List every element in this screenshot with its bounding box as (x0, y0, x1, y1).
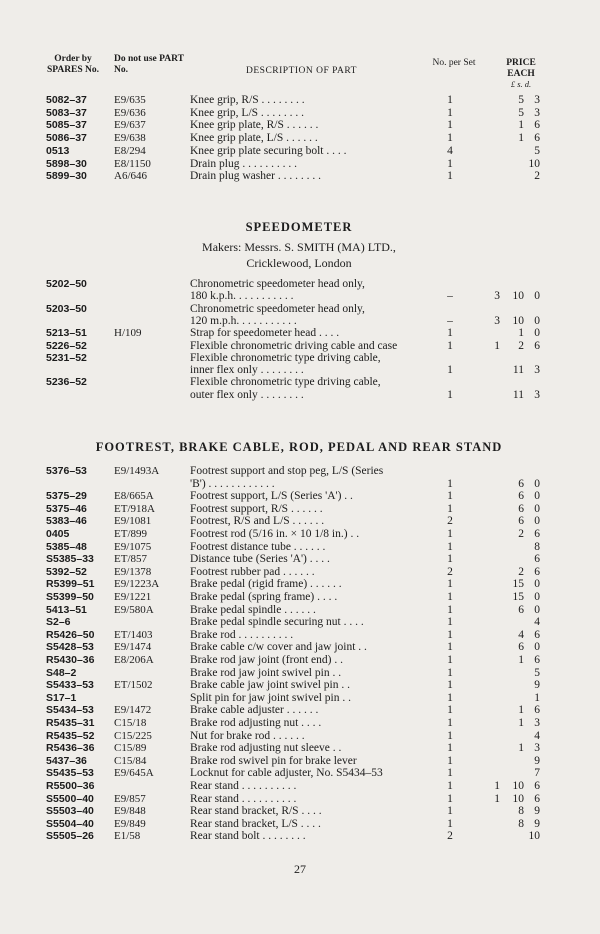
part-number: A6/646 (114, 170, 147, 183)
part-row (44, 667, 554, 680)
header-description: DESCRIPTION OF PART (246, 66, 357, 76)
order-number: 0513 (46, 144, 70, 157)
price-pence: 10 (528, 157, 540, 170)
order-number: 5899–30 (46, 170, 87, 183)
part-number: E8/294 (114, 144, 146, 157)
price-pounds: 3 (494, 314, 500, 327)
order-number: S5435–53 (46, 767, 94, 780)
price-pence: 6 (534, 704, 540, 717)
part-number: E9/1474 (114, 641, 152, 654)
quantity-per-set: 1 (447, 157, 453, 170)
part-row (44, 818, 554, 831)
order-number: R5399–51 (46, 578, 95, 591)
header-price-each (492, 58, 550, 90)
header-order-no: Order by SPARES No. (46, 54, 100, 75)
header-no-per-set: No. per Set (432, 58, 476, 68)
part-number: E9/580A (114, 603, 154, 616)
part-row (44, 107, 554, 120)
price-shillings: 1 (518, 717, 524, 729)
price-pence: 7 (534, 767, 540, 780)
price-pence: 3 (534, 717, 540, 729)
price-shillings: 10 (512, 290, 524, 303)
price-shillings: 11 (512, 364, 524, 377)
order-number: 5231–52 (46, 351, 87, 364)
part-row (44, 364, 554, 377)
part-number: E9/1075 (114, 540, 152, 553)
part-row (44, 119, 554, 132)
order-number: R5426–50 (46, 628, 95, 641)
part-number: C15/84 (114, 754, 147, 767)
part-description: Brake pedal spindle . . . . . . (190, 603, 316, 616)
part-row (44, 755, 554, 768)
part-number: E9/848 (114, 805, 146, 818)
part-row (44, 145, 554, 158)
quantity-per-set: 1 (447, 490, 453, 503)
quantity-per-set: 1 (447, 817, 453, 830)
order-number: 5202–50 (46, 278, 87, 290)
price-shillings: 2 (518, 339, 524, 352)
part-description: Drain plug washer . . . . . . . . (190, 170, 321, 183)
part-row (44, 490, 554, 503)
price-shillings: 6 (518, 603, 524, 616)
price-pence: 6 (534, 119, 540, 132)
part-row (44, 94, 554, 107)
part-number: C15/18 (114, 717, 147, 729)
quantity-per-set: 1 (447, 780, 453, 792)
part-description: Locknut for cable adjuster, No. S5434–53 (190, 767, 383, 780)
part-number: H/109 (114, 327, 142, 340)
price-pence: 6 (534, 628, 540, 641)
page-number: 27 (294, 862, 306, 876)
order-number: 5083–37 (46, 106, 87, 119)
part-number: E9/638 (114, 132, 146, 145)
price-shillings: 5 (518, 106, 524, 119)
order-number: 5898–30 (46, 157, 87, 170)
part-number: ET/918A (114, 502, 155, 515)
part-number: E8/665A (114, 490, 154, 503)
price-pence: 6 (534, 565, 540, 578)
part-description: Split pin for jaw joint swivel pin . . (190, 691, 351, 704)
section-title: FOOTREST, BRAKE CABLE, ROD, PEDAL AND REAR STAND (95, 440, 503, 454)
order-number: S5505–26 (46, 830, 94, 843)
maker-line-2: Cricklewood, London (246, 256, 352, 270)
part-row (44, 742, 554, 755)
part-row (44, 132, 554, 145)
part-description: Brake rod adjusting nut sleeve . . (190, 742, 342, 755)
order-number: S5500–40 (46, 792, 94, 805)
part-number: E9/645A (114, 767, 154, 780)
part-description: 'B') . . . . . . . . . . . . (190, 477, 275, 490)
order-number: S5503–40 (46, 805, 94, 818)
quantity-per-set: 1 (447, 553, 453, 566)
order-number: S5434–53 (46, 704, 94, 717)
quantity-per-set: 2 (447, 515, 453, 528)
quantity-per-set: 1 (447, 170, 453, 183)
part-description: Footrest distance tube . . . . . . (190, 540, 326, 553)
part-row (44, 389, 554, 402)
quantity-per-set: – (447, 314, 453, 327)
order-number: 5086–37 (46, 132, 87, 145)
part-row (44, 515, 554, 528)
price-shillings: 2 (518, 528, 524, 540)
part-description: Brake rod jaw joint (front end) . . (190, 654, 343, 666)
quantity-per-set: 1 (447, 388, 453, 401)
part-description: Drain plug . . . . . . . . . . (190, 157, 298, 170)
part-row (44, 290, 554, 303)
price-shillings: 6 (518, 490, 524, 503)
order-number: 5213–51 (46, 327, 87, 340)
part-row (44, 591, 554, 604)
part-number: E9/857 (114, 792, 146, 805)
price-pence: 6 (534, 132, 540, 145)
price-shillings: 10 (512, 792, 524, 805)
quantity-per-set: 1 (447, 603, 453, 616)
part-description: Brake rod jaw joint swivel pin . . (190, 666, 342, 679)
quantity-per-set: 1 (447, 691, 453, 704)
quantity-per-set: 1 (447, 540, 453, 553)
quantity-per-set: 1 (447, 767, 453, 780)
part-row (44, 541, 554, 554)
price-shillings: 15 (512, 578, 524, 591)
order-number: 5385–48 (46, 540, 87, 553)
quantity-per-set: 1 (447, 119, 453, 132)
part-description: Distance tube (Series 'A') . . . . (190, 553, 330, 566)
quantity-per-set: 1 (447, 729, 453, 742)
part-number: E9/637 (114, 119, 146, 132)
part-description: Flexible chronometric driving cable and case (190, 339, 398, 352)
price-shillings: 1 (518, 119, 524, 132)
price-pounds: 3 (494, 290, 500, 303)
part-description: Strap for speedometer head . . . . (190, 327, 340, 340)
price-pence: 6 (534, 792, 540, 805)
part-description: 120 m.p.h. . . . . . . . . . . (190, 314, 297, 327)
price-pence: 0 (534, 490, 540, 503)
part-description: 180 k.p.h. . . . . . . . . . . (190, 290, 294, 303)
part-description: Brake rod swivel pin for brake lever (190, 754, 357, 767)
quantity-per-set: 1 (447, 704, 453, 717)
part-row (44, 327, 554, 340)
part-description: Footrest, R/S and L/S . . . . . . (190, 515, 325, 528)
part-row (44, 553, 554, 566)
price-pence: 3 (534, 742, 540, 755)
part-description: Footrest support, R/S . . . . . . (190, 502, 323, 515)
part-number: C15/89 (114, 742, 147, 755)
part-description: Rear stand bracket, L/S . . . . (190, 817, 321, 830)
price-shillings: 11 (512, 388, 524, 401)
part-description: Brake cable adjuster . . . . . . (190, 704, 319, 717)
part-description: Footrest support, L/S (Series 'A') . . (190, 490, 353, 503)
order-number: 5203–50 (46, 302, 87, 315)
price-pence: 3 (534, 94, 540, 106)
price-pence: 2 (534, 170, 540, 183)
price-shillings: 15 (512, 591, 524, 603)
part-row (44, 641, 554, 654)
order-number: 5392–52 (46, 565, 87, 578)
header-part-no: Do not use PART No. (114, 54, 184, 75)
part-number: E9/849 (114, 817, 146, 830)
part-row (44, 704, 554, 717)
part-row (44, 340, 554, 353)
order-number: 5085–37 (46, 119, 87, 132)
price-pounds: 1 (494, 792, 500, 805)
part-row (44, 793, 554, 806)
price-shillings: 2 (518, 565, 524, 578)
order-number: 5413–51 (46, 603, 87, 616)
header-money-units: £ s. d. (510, 79, 532, 89)
price-shillings: 6 (518, 641, 524, 654)
part-number: ET/1502 (114, 679, 153, 692)
part-description: Brake pedal (spring frame) . . . . (190, 591, 338, 603)
price-shillings: 8 (518, 805, 524, 818)
part-number: ET/1403 (114, 628, 153, 641)
part-description: Brake pedal (rigid frame) . . . . . . (190, 578, 342, 591)
quantity-per-set: 1 (447, 364, 453, 377)
part-number: ET/857 (114, 553, 147, 566)
part-row (44, 730, 554, 743)
part-row (44, 158, 554, 171)
quantity-per-set: 1 (447, 339, 453, 352)
price-pence: 8 (534, 540, 540, 553)
quantity-per-set: 1 (447, 666, 453, 679)
part-description: Rear stand . . . . . . . . . . (190, 780, 297, 792)
part-number: E8/206A (114, 654, 154, 666)
part-row (44, 315, 554, 328)
price-shillings: 1 (518, 132, 524, 145)
price-pence: 0 (534, 603, 540, 616)
order-number: S17–1 (46, 691, 77, 704)
price-shillings: 10 (512, 780, 524, 792)
part-description: Knee grip plate, R/S . . . . . . (190, 119, 319, 132)
part-number: C15/225 (114, 729, 152, 742)
price-pence: 4 (534, 616, 540, 629)
part-description: Knee grip plate securing bolt . . . . (190, 144, 347, 157)
part-description: Flexible chronometric type driving cable, (190, 351, 381, 364)
order-number: R5500–36 (46, 780, 95, 792)
order-number: R5436–36 (46, 742, 95, 755)
price-pence: 6 (534, 654, 540, 666)
price-pence: 3 (534, 364, 540, 377)
part-number: ET/899 (114, 528, 147, 540)
price-shillings: 1 (518, 704, 524, 717)
part-description: Nut for brake rod . . . . . . (190, 729, 305, 742)
quantity-per-set: 1 (447, 132, 453, 145)
price-pence: 0 (534, 641, 540, 654)
part-number: E9/1472 (114, 704, 152, 717)
order-number: 5375–29 (46, 490, 87, 503)
part-row (44, 352, 554, 365)
part-row (44, 376, 554, 389)
quantity-per-set: 1 (447, 792, 453, 805)
quantity-per-set: 1 (447, 327, 453, 340)
quantity-per-set: 1 (447, 628, 453, 641)
part-description: Footrest rod (5/16 in. × 10 1/8 in.) . . (190, 528, 360, 540)
price-shillings: 6 (518, 502, 524, 515)
part-row (44, 654, 554, 667)
part-row (44, 830, 554, 843)
price-pence: 0 (534, 515, 540, 528)
part-description: Knee grip plate, L/S . . . . . . (190, 132, 318, 145)
part-description: Brake cable jaw joint swivel pin . . (190, 679, 351, 692)
part-description: Footrest support and stop peg, L/S (Series (190, 465, 384, 477)
price-pence: 0 (534, 290, 540, 303)
part-number: E9/1081 (114, 515, 152, 528)
part-number: E9/636 (114, 106, 146, 119)
price-shillings: 6 (518, 515, 524, 528)
price-pence: 5 (534, 666, 540, 679)
part-description: Footrest rubber pad . . . . . . (190, 565, 315, 578)
quantity-per-set: 1 (447, 717, 453, 729)
part-description: Knee grip, L/S . . . . . . . . (190, 106, 305, 119)
order-number: S5399–50 (46, 591, 94, 603)
part-number: E9/635 (114, 94, 146, 106)
header-price-label: PRICE EACH (506, 58, 536, 79)
part-row (44, 805, 554, 818)
quantity-per-set: 1 (447, 106, 453, 119)
price-pounds: 1 (494, 339, 500, 352)
price-pence: 9 (534, 754, 540, 767)
quantity-per-set: 1 (447, 679, 453, 692)
part-row (44, 503, 554, 516)
price-pence: 9 (534, 817, 540, 830)
part-description: Rear stand bracket, R/S . . . . (190, 805, 322, 818)
quantity-per-set: 1 (447, 654, 453, 666)
quantity-per-set: 4 (447, 144, 453, 157)
part-description: Rear stand . . . . . . . . . . (190, 792, 297, 805)
quantity-per-set: 1 (447, 616, 453, 629)
price-shillings: 1 (518, 742, 524, 755)
part-description: Brake cable c/w cover and jaw joint . . (190, 641, 367, 654)
quantity-per-set: – (447, 290, 453, 303)
price-pence: 0 (534, 502, 540, 515)
price-pence: 9 (534, 805, 540, 818)
order-number: S5428–53 (46, 641, 94, 654)
part-row (44, 566, 554, 579)
price-shillings: 4 (518, 628, 524, 641)
part-description: Brake pedal spindle securing nut . . . . (190, 616, 364, 629)
price-pence: 6 (534, 780, 540, 792)
part-row (44, 478, 554, 491)
part-description: outer flex only . . . . . . . . (190, 388, 304, 401)
quantity-per-set: 2 (447, 565, 453, 578)
quantity-per-set: 1 (447, 591, 453, 603)
part-row (44, 629, 554, 642)
price-pence: 3 (534, 106, 540, 119)
part-number: E8/1150 (114, 157, 151, 170)
part-description: Flexible chronometric type driving cable, (190, 376, 381, 389)
part-row (44, 170, 554, 183)
price-shillings: 1 (518, 654, 524, 666)
price-pence: 0 (534, 477, 540, 490)
part-description: Rear stand bolt . . . . . . . . (190, 830, 306, 843)
price-shillings: 8 (518, 817, 524, 830)
quantity-per-set: 1 (447, 94, 453, 106)
order-number: R5435–31 (46, 717, 95, 729)
order-number: S5504–40 (46, 817, 94, 830)
part-row (44, 528, 554, 541)
price-pence: 6 (534, 339, 540, 352)
price-pence: 0 (534, 591, 540, 603)
order-number: S5433–53 (46, 679, 94, 692)
quantity-per-set: 1 (447, 502, 453, 515)
order-number: 5236–52 (46, 376, 87, 389)
price-pence: 6 (534, 528, 540, 540)
part-row (44, 780, 554, 793)
quantity-per-set: 1 (447, 641, 453, 654)
price-shillings: 5 (518, 94, 524, 106)
price-pence: 4 (534, 729, 540, 742)
section-title: SPEEDOMETER (245, 220, 353, 234)
part-number: E9/1223A (114, 578, 160, 591)
order-number: 5226–52 (46, 339, 87, 352)
price-pence: 0 (534, 327, 540, 340)
quantity-per-set: 1 (447, 805, 453, 818)
order-number: 0405 (46, 528, 70, 540)
price-shillings: 10 (512, 314, 524, 327)
part-number: E9/1493A (114, 465, 160, 477)
maker-line-1: Makers: Messrs. S. SMITH (MA) LTD., (202, 240, 396, 254)
order-number: R5430–36 (46, 654, 95, 666)
price-pence: 6 (534, 553, 540, 566)
order-number: S48–2 (46, 666, 77, 679)
part-description: Brake rod adjusting nut . . . . (190, 717, 322, 729)
order-number: 5437–36 (46, 754, 87, 767)
part-row (44, 303, 554, 316)
part-row (44, 717, 554, 730)
quantity-per-set: 1 (447, 754, 453, 767)
order-number: 5376–53 (46, 465, 87, 477)
price-shillings: 6 (518, 477, 524, 490)
part-description: inner flex only . . . . . . . . (190, 364, 304, 377)
part-description: Knee grip, R/S . . . . . . . . (190, 94, 305, 106)
price-pence: 10 (528, 830, 540, 843)
part-description: Chronometric speedometer head only, (190, 278, 365, 290)
price-pence: 1 (534, 691, 540, 704)
price-pence: 3 (534, 388, 540, 401)
order-number: 5383–46 (46, 515, 87, 528)
part-number: E1/58 (114, 830, 141, 843)
price-pence: 0 (534, 578, 540, 591)
part-row (44, 692, 554, 705)
price-pence: 9 (534, 679, 540, 692)
part-row (44, 278, 554, 291)
part-row (44, 465, 554, 478)
order-number: S5385–33 (46, 553, 94, 566)
part-number: E9/1378 (114, 565, 152, 578)
quantity-per-set: 2 (447, 830, 453, 843)
quantity-per-set: 1 (447, 742, 453, 755)
part-description: Brake rod . . . . . . . . . . (190, 628, 294, 641)
order-number: R5435–52 (46, 729, 95, 742)
price-pence: 5 (534, 144, 540, 157)
quantity-per-set: 1 (447, 578, 453, 591)
part-row (44, 679, 554, 692)
part-row (44, 578, 554, 591)
price-pounds: 1 (494, 780, 500, 792)
part-row (44, 604, 554, 617)
part-row (44, 616, 554, 629)
order-number: S2–6 (46, 616, 71, 629)
order-number: 5082–37 (46, 94, 87, 106)
quantity-per-set: 1 (447, 477, 453, 490)
part-number: E9/1221 (114, 591, 152, 603)
part-description: Chronometric speedometer head only, (190, 302, 365, 315)
order-number: 5375–46 (46, 502, 87, 515)
price-pence: 0 (534, 314, 540, 327)
price-shillings: 1 (518, 327, 524, 340)
quantity-per-set: 1 (447, 528, 453, 540)
part-row (44, 767, 554, 780)
